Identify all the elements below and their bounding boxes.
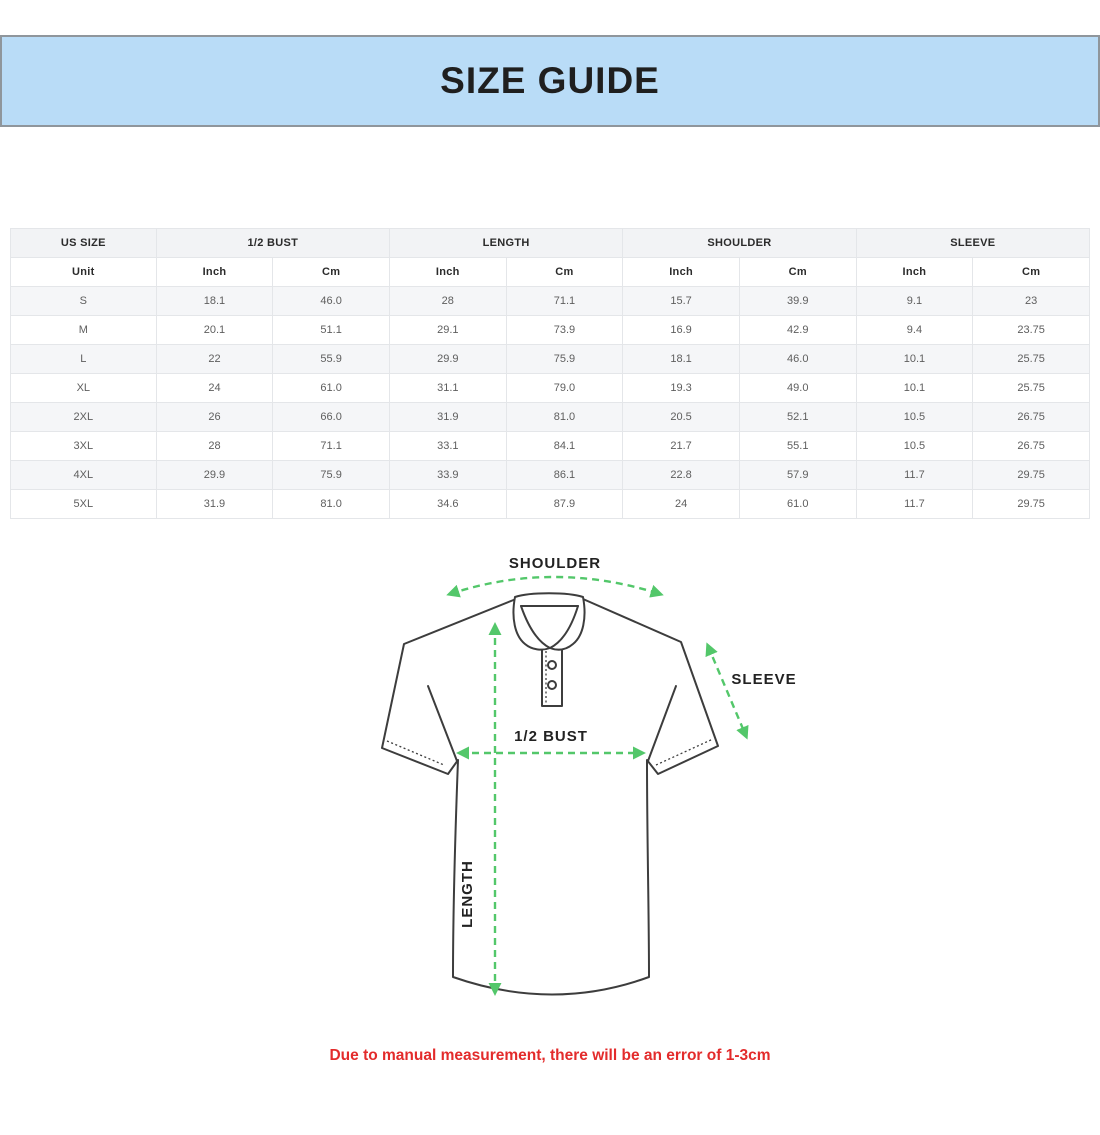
measurement-cell: 10.1 <box>856 374 973 403</box>
sleeve-arrow <box>708 646 746 736</box>
measurement-cell: 73.9 <box>506 316 623 345</box>
size-table-row <box>11 345 1090 374</box>
measurement-cell: 10.5 <box>856 432 973 461</box>
size-cell: L <box>11 345 157 374</box>
measurement-cell: 49.0 <box>739 374 856 403</box>
unit-header-cell: Inch <box>856 258 973 287</box>
unit-header-cell: Cm <box>273 258 390 287</box>
measurement-cell: 31.1 <box>389 374 506 403</box>
size-table-row <box>11 316 1090 345</box>
measurement-cell: 19.3 <box>623 374 740 403</box>
measurement-cell: 9.4 <box>856 316 973 345</box>
measurement-cell: 9.1 <box>856 287 973 316</box>
polo-shirt-drawing <box>382 593 718 994</box>
measurement-cell: 29.1 <box>389 316 506 345</box>
size-table-section <box>10 228 1090 519</box>
measurement-cell: 10.5 <box>856 403 973 432</box>
measurement-cell: 23.75 <box>973 316 1090 345</box>
measurement-cell: 66.0 <box>273 403 390 432</box>
measurement-cell: 24 <box>156 374 273 403</box>
measurement-cell: 75.9 <box>506 345 623 374</box>
size-cell: 4XL <box>11 461 157 490</box>
size-table-row <box>11 490 1090 519</box>
measurement-cell: 22 <box>156 345 273 374</box>
size-cell: XL <box>11 374 157 403</box>
placket <box>542 648 562 706</box>
size-table-row <box>11 374 1090 403</box>
measurement-cell: 16.9 <box>623 316 740 345</box>
size-table-row <box>11 403 1090 432</box>
measurement-cell: 42.9 <box>739 316 856 345</box>
column-group-header: SLEEVE <box>856 229 1089 258</box>
measurement-cell: 18.1 <box>156 287 273 316</box>
size-guide-header <box>0 35 1100 127</box>
measurement-cell: 25.75 <box>973 345 1090 374</box>
sleeve-label: SLEEVE <box>731 671 797 688</box>
length-label: LENGTH <box>459 860 476 928</box>
unit-header-cell: Cm <box>739 258 856 287</box>
column-group-header: SHOULDER <box>623 229 856 258</box>
unit-header-cell: Unit <box>11 258 157 287</box>
measurement-cell: 11.7 <box>856 490 973 519</box>
measurement-cell: 51.1 <box>273 316 390 345</box>
button-icon <box>548 681 556 689</box>
column-group-header: 1/2 BUST <box>156 229 389 258</box>
measurement-cell: 26.75 <box>973 403 1090 432</box>
unit-header-cell: Inch <box>389 258 506 287</box>
measurement-cell: 34.6 <box>389 490 506 519</box>
measurement-cell: 55.1 <box>739 432 856 461</box>
measurement-error-note: Due to manual measurement, there will be an error of 1-3cm <box>329 1047 771 1064</box>
measurement-cell: 29.9 <box>389 345 506 374</box>
measurement-cell: 22.8 <box>623 461 740 490</box>
measurement-cell: 29.75 <box>973 490 1090 519</box>
measurement-cell: 20.5 <box>623 403 740 432</box>
measurement-cell: 87.9 <box>506 490 623 519</box>
button-icon <box>548 661 556 669</box>
measurement-cell: 26 <box>156 403 273 432</box>
measurement-cell: 24 <box>623 490 740 519</box>
measurement-cell: 75.9 <box>273 461 390 490</box>
measurement-cell: 10.1 <box>856 345 973 374</box>
bust-label: 1/2 BUST <box>514 728 588 745</box>
measurement-cell: 15.7 <box>623 287 740 316</box>
measurement-cell: 28 <box>389 287 506 316</box>
measurement-cell: 61.0 <box>273 374 390 403</box>
size-cell: S <box>11 287 157 316</box>
column-group-header: US SIZE <box>11 229 157 258</box>
measurement-cell: 39.9 <box>739 287 856 316</box>
shoulder-arrow <box>450 577 660 594</box>
measurement-cell: 81.0 <box>506 403 623 432</box>
measurement-cell: 52.1 <box>739 403 856 432</box>
size-cell: 3XL <box>11 432 157 461</box>
unit-header-cell: Inch <box>156 258 273 287</box>
measurement-cell: 25.75 <box>973 374 1090 403</box>
size-table-body <box>11 287 1090 519</box>
shoulder-label: SHOULDER <box>508 555 602 572</box>
unit-header-cell: Inch <box>623 258 740 287</box>
size-cell: M <box>11 316 157 345</box>
measurement-cell: 20.1 <box>156 316 273 345</box>
size-table-head <box>11 229 1090 287</box>
size-cell: 2XL <box>11 403 157 432</box>
measurement-cell: 84.1 <box>506 432 623 461</box>
measurement-cell: 23 <box>973 287 1090 316</box>
size-table <box>10 228 1090 519</box>
measurement-cell: 55.9 <box>273 345 390 374</box>
measurement-cell: 79.0 <box>506 374 623 403</box>
size-table-row <box>11 461 1090 490</box>
measurement-cell: 61.0 <box>739 490 856 519</box>
measurement-cell: 46.0 <box>739 345 856 374</box>
measurement-cell: 86.1 <box>506 461 623 490</box>
measurement-cell: 57.9 <box>739 461 856 490</box>
measurement-cell: 71.1 <box>273 432 390 461</box>
size-table-row <box>11 287 1090 316</box>
unit-header-cell: Cm <box>973 258 1090 287</box>
measurement-cell: 46.0 <box>273 287 390 316</box>
size-table-row <box>11 432 1090 461</box>
measurement-cell: 31.9 <box>389 403 506 432</box>
measurement-cell: 31.9 <box>156 490 273 519</box>
measurement-cell: 21.7 <box>623 432 740 461</box>
measurement-cell: 26.75 <box>973 432 1090 461</box>
measurement-cell: 28 <box>156 432 273 461</box>
measurement-cell: 71.1 <box>506 287 623 316</box>
size-cell: 5XL <box>11 490 157 519</box>
page-title: SIZE GUIDE <box>440 60 660 101</box>
collar <box>513 593 584 649</box>
measurement-cell: 29.9 <box>156 461 273 490</box>
measurement-cell: 33.9 <box>389 461 506 490</box>
measurement-cell: 18.1 <box>623 345 740 374</box>
measurement-cell: 11.7 <box>856 461 973 490</box>
shirt-measurement-diagram <box>370 544 810 1044</box>
measurement-cell: 33.1 <box>389 432 506 461</box>
measurement-cell: 29.75 <box>973 461 1090 490</box>
unit-header-cell: Cm <box>506 258 623 287</box>
measurement-cell: 81.0 <box>273 490 390 519</box>
column-group-header: LENGTH <box>389 229 622 258</box>
